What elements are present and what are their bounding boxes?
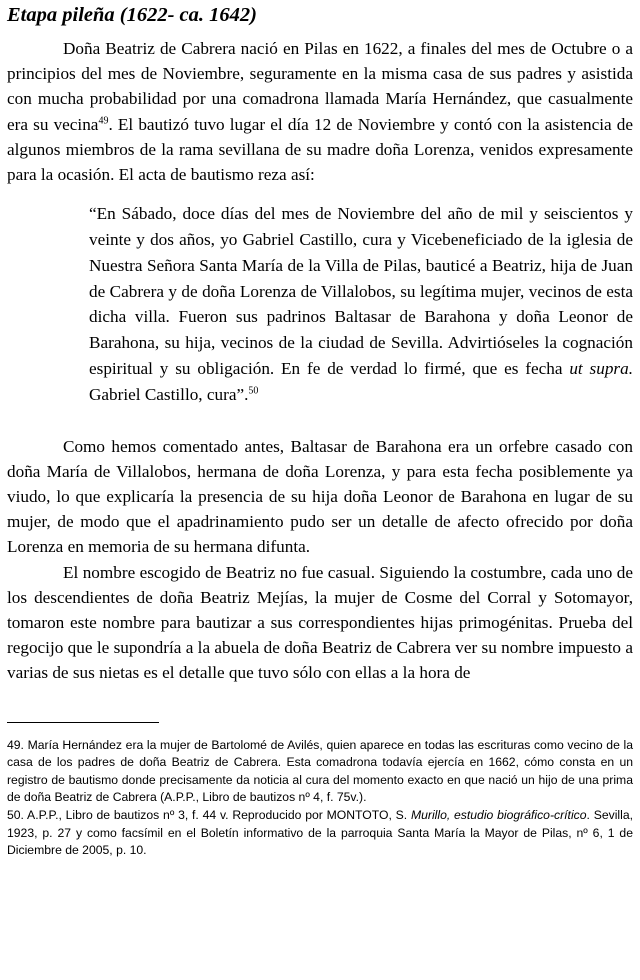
baptism-record-quote (89, 201, 633, 407)
footnote-50-title: Murillo, estudio biográfico-crítico (410, 808, 587, 822)
quote-text: “En Sábado, doce días del mes de Noviembre del año de mil y seiscientos y veinte y dos años, yo Gabriel Castillo, cura y Vicebeneficiado de la iglesia de Nuestra Señora Santa María de la Villa de Pilas, bauticé a Beatriz, hija de Juan de Cabrera y de doña Lorenza de Villalobos, su legítima mujer, vecinos de esta dicha villa. Fueron sus padrinos Baltasar de Barahona y doña Leonor de Barahona, su hija, vecinos de la ciudad de Sevilla. Advirtióseles la cognación espiritual y su obligación. En fe de verdad lo firmé, que es fecha (89, 204, 633, 378)
document-page (7, 0, 633, 860)
paragraph-birth-text-cont: . El bautizó tuvo lugar el día 12 de Noviembre y contó con la asistencia de algunos miembros de la rama sevillana de su madre doña Lorenza, venidos expresamente para la ocasión. El acta de bautismo reza así: (7, 114, 633, 185)
paragraph-birth (7, 36, 633, 187)
footnote-50-text: 50. A.P.P., Libro de bautizos nº 3, f. 44 v. Reproducido por MONTOTO, S. (7, 808, 411, 822)
footnote-divider (7, 722, 159, 723)
footnote-50-text-end: . Sevilla, 1923, p. 27 y como facsímil en el Boletín informativo de la parroquia Santa María la Mayor de Pilas, nº 6, 1 de Diciembre de 2005, p. 10. (7, 808, 633, 858)
footnote-ref-50[interactable]: 50 (248, 385, 259, 397)
quote-text-end: Gabriel Castillo, cura”. (89, 384, 249, 404)
footnote-49: 49. María Hernández era la mujer de Bartolomé de Avilés, quien aparece en todas las escrituras como vecino de la casa de los padres de doña Beatriz de Cabrera. Esta comadrona todavía ejercía en 1662, cómo consta en un registro de bautismo donde precisamente da noticia al cura del momento exacto en que nació un hijo de una prima de doña Beatriz de Cabrera (A.P.P., Libro de bautizos nº 4, f. 75v.). (7, 737, 633, 805)
paragraph-birth-text: Doña Beatriz de Cabrera nació en Pilas en 1622, a finales del mes de Octubre o a principios del mes de Noviembre, seguramente en la misma casa de sus padres y asistida con mucha probabilidad por una comadrona llamada María Hernández, que casualmente era su vecina (7, 39, 633, 134)
section-heading: Etapa pileña (1622- ca. 1642) (7, 4, 257, 26)
paragraph-name-choice: El nombre escogido de Beatriz no fue casual. Siguiendo la costumbre, cada uno de los descendientes de doña Beatriz Mejías, la mujer de Cosme del Corral y Sotomayor, tomaron este nombre para bautizar a sus correspondientes hijas primogénitas. Prueba del regocijo que le supondría a la abuela de doña Beatriz de Cabrera ver su nombre impuesto a varias de sus nietas es el detalle que tuvo sólo con ellas a la hora de (7, 562, 633, 683)
footnote-50 (7, 807, 633, 860)
footnote-ref-49[interactable]: 49 (98, 114, 109, 126)
quote-italic-phrase: ut supra. (569, 359, 633, 378)
paragraph-godparents: Como hemos comentado antes, Baltasar de Barahona era un orfebre casado con doña María de Villalobos, hermana de doña Lorenza, y para esta fecha posiblemente ya viudo, lo que explicaría la presencia de su hija doña Leonor de Barahona en lugar de su mujer, de modo que el apadrinamiento pudo ser un detalle de afecto ofrecido por doña Lorenza en memoria de su hermana difunta. (7, 436, 633, 557)
